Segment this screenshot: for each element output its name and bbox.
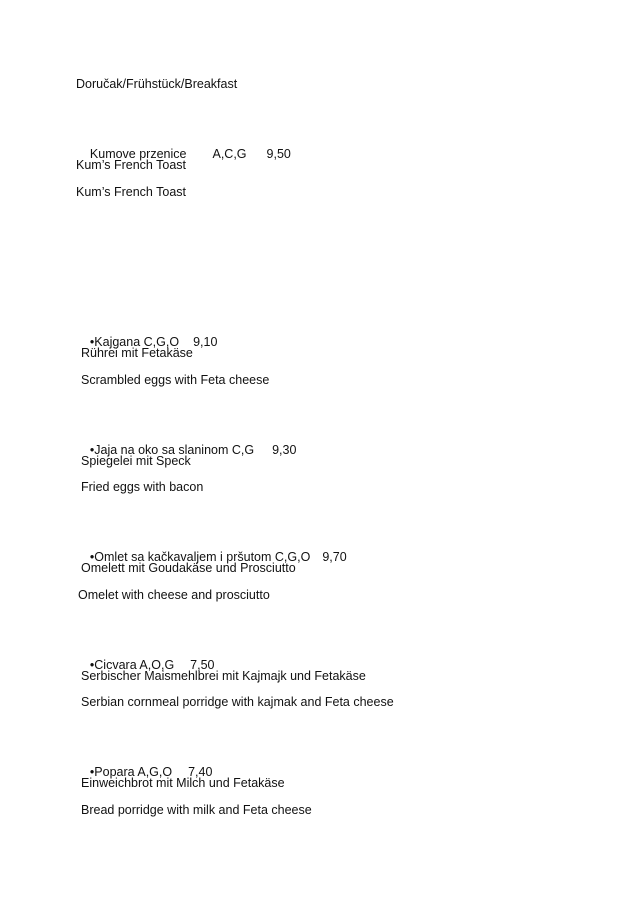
intro-price: 9,50 [266, 147, 291, 161]
menu-item-german: Serbischer Maismehlbrei mit Kajmajk und Fetakäse [81, 669, 366, 683]
item-title: •Kajgana C,G,O [89, 335, 180, 349]
menu-item-english: Scrambled eggs with Feta cheese [81, 373, 270, 387]
item-title: •Cicvara A,O,G [89, 658, 175, 672]
item-title: •Jaja na oko sa slaninom C,G [89, 443, 255, 457]
menu-item-german: Spiegelei mit Speck [81, 454, 191, 468]
item-title: •Popara A,G,O [89, 765, 173, 779]
item-price: 9,10 [193, 335, 218, 349]
menu-item-english: Serbian cornmeal porridge with kajmak and Feta cheese [81, 695, 394, 709]
item-price: 9,70 [322, 550, 347, 564]
item-price: 9,30 [272, 443, 297, 457]
intro-allergens: A,C,G [212, 147, 247, 161]
item-price: 7,50 [190, 658, 215, 672]
menu-item-german: Einweichbrot mit Milch und Fetakäse [81, 776, 285, 790]
item-price: 7,40 [188, 765, 213, 779]
menu-item-german: Rührei mit Fetakäse [81, 346, 193, 360]
intro-name: Kumove przenice [89, 147, 187, 161]
menu-item-english: Bread porridge with milk and Feta cheese [81, 803, 312, 817]
item-title: •Omlet sa kačkavaljem i pršutom C,G,O [89, 550, 311, 564]
intro-line-2: Kum’s French Toast [76, 158, 187, 172]
menu-item-english: Fried eggs with bacon [81, 480, 204, 494]
intro-line-3: Kum’s French Toast [76, 185, 187, 199]
menu-item-german: Omelett mit Goudakäse und Prosciutto [81, 561, 296, 575]
menu-item-english: Omelet with cheese and prosciutto [78, 588, 270, 602]
page-heading: Doručak/Frühstück/Breakfast [76, 77, 238, 91]
